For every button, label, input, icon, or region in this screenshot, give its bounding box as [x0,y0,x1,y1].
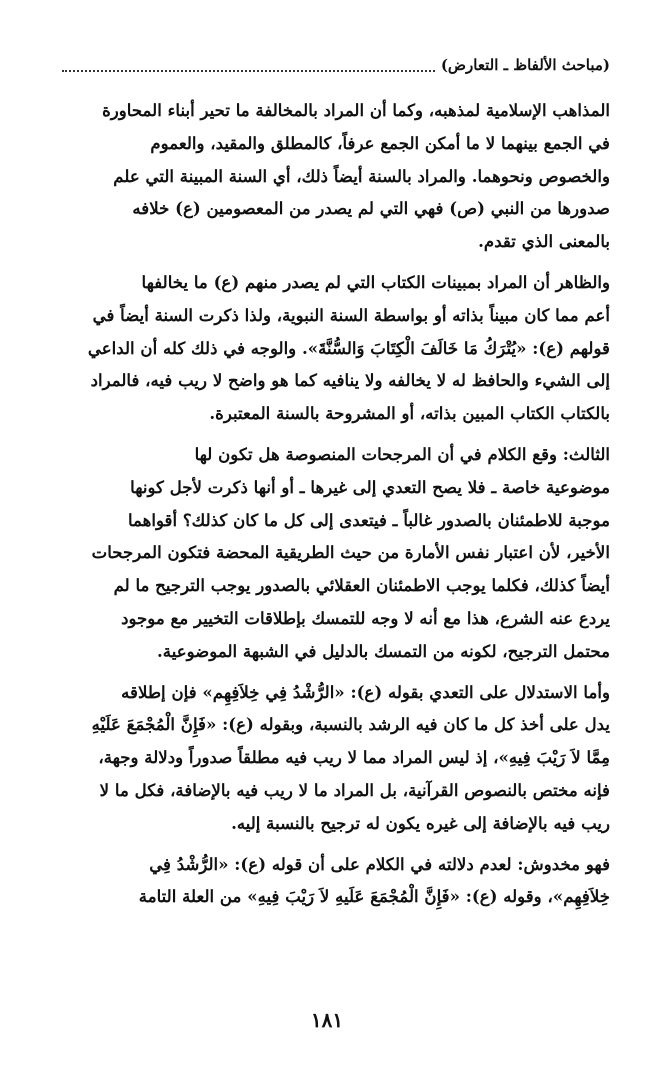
text-line: يردع عنه الشرع، هذا مع أنه لا وجه للتمسك بإطلاقات التخيير مع موجود [121,607,610,628]
text-line: خِلاَفِهِم»، وقوله (ع): «فَإِنَّ الْمُجْمَعَ عَلَيهِ لاَ رَيْبَ فِيهِ» من العلة التامة [138,886,610,907]
text-line: يدل على أخذ كل ما كان فيه الرشد بالنسبة، وبقوله (ع): «فَإِنَّ الْمُجْمَعَ عَلَيْهِ [91,714,610,735]
text-line: والخصوص ونحوهما. والمراد بالسنة أيضاً ذلك، أي السنة المبينة التي علم [113,165,610,186]
text-line: مِمَّا لاَ رَيْبَ فِيهِ»، إذ ليس المراد مما لا ريب فيه مطلقاً صدوراً ودلالة وجهة، [98,747,610,768]
header-title: (مباحث الألفاظ ـ التعارض) [440,56,610,74]
text-line: محتمل الترجيح، لكونه من التمسك بالدليل في الشبهة الموضوعية. [157,640,610,661]
running-header [62,56,610,74]
paragraph-3 [46,438,610,668]
text-line: بالكتاب الكتاب المبين بذاته، أو المشروحة بالسنة المعتبرة. [209,403,610,424]
text-line: وأما الاستدلال على التعدي بقوله (ع): «الرُّشْدُ فِي خِلاَفِهِم» فإن إطلاقه [121,681,610,702]
text-line: الثالث: وقع الكلام في أن المرجحات المنصوصة هل تكون لها [194,443,610,464]
text-line: فإنه مختص بالنصوص القرآنية، بل المراد ما لا ريب فيه بالإضافة، فكل ما لا [99,779,610,800]
paragraph-1 [46,94,610,258]
body-text [46,94,610,921]
paragraph-2 [46,266,610,430]
page-number: ١٨١ [310,1008,344,1032]
text-line: أعم مما كان مبيناً بذاته أو بواسطة السنة النبوية، ولذا ذكرت السنة أيضاً في [92,304,610,325]
text-line: الأخير، لأن اعتبار نفس الأمارة من حيث الطريقية المحضة فتكون المرجحات [91,542,610,563]
text-line: فهو مخدوش: لعدم دلالته في الكلام على أن قوله (ع): «الرُّشْدُ فِي [149,853,610,874]
text-line: أيضاً كذلك، فكلما يوجب الاطمئنان العقلائي بالصدور يوجب الترجيح ما لم [113,575,610,596]
paragraph-4 [46,676,610,840]
text-line: بالمعنى الذي تقدم. [478,231,610,252]
text-line: قولهم (ع): «يُتْرَكُ مَا خَالَفَ الْكِتَابَ وَالسُّنَّةَ». والوجه في ذلك كله أن الداعي [87,337,610,358]
text-line: موضوعية خاصة ـ فلا يصح التعدي إلى غيرها ـ أو أنها ذكرت لأجل كونها [130,476,610,497]
text-line: المذاهب الإسلامية لمذهبه، وكما أن المراد بالمخالفة ما تحير أبناء المحاورة [102,100,610,120]
text-line: والظاهر أن المراد بمبينات الكتاب التي لم يصدر منهم (ع) ما يخالفها [141,271,610,292]
text-line: في الجمع بينهما لا ما أمكن الجمع عرفاً، كالمطلق والمقيد، والعموم [150,132,610,153]
text-line: إلى الشيء والحافظ له لا يخالفه ولا ينافيه كما هو واضح لا ريب فيه، فالمراد [90,370,610,391]
paragraph-5 [46,848,610,914]
text-line: ريب فيه بالإضافة إلى غيره يكون له ترجيح بالنسبة إليه. [231,812,610,833]
text-line: موجبة للاطمئنان بالصدور غالباً ـ فيتعدى إلى كل ما كان كذلك؟ أقواهما [127,509,610,530]
text-line: صدورها من النبي (ص) فهي التي لم يصدر من المعصومين (ع) خلافه [132,198,610,219]
header-dotted-leader [62,60,435,72]
